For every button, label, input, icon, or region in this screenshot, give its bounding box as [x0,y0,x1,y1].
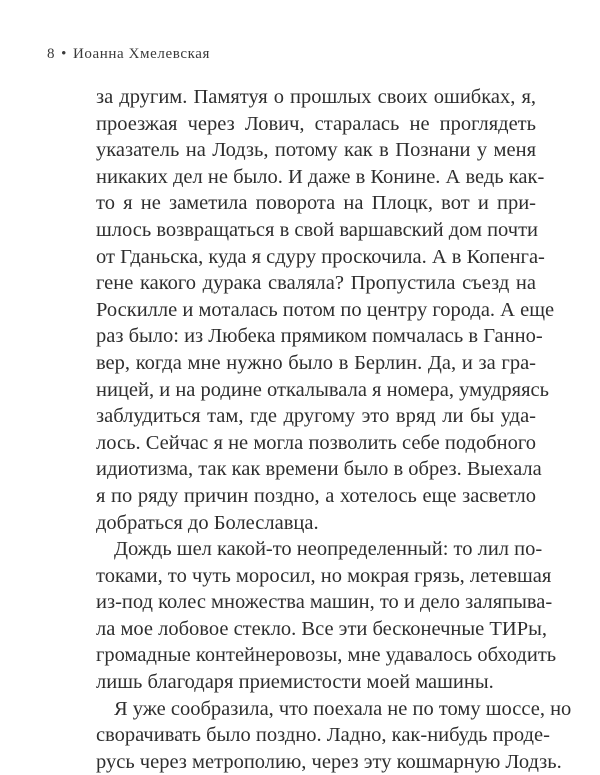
text-line: вер, когда мне нужно было в Берлин. Да, и за гра- [96,351,536,374]
text-line: проезжая через Лович, старалась не проглядеть [96,112,536,135]
text-line: добраться до Болеславца. [96,511,319,534]
text-line: за другим. Памятуя о прошлых своих ошибках, я, [96,86,536,108]
text-line: ла мое лобовое стекло. Все эти бесконечные ТИРы, [96,617,548,640]
text-line: ницей, и на родине откалывала я номера, умудряясь [96,378,549,401]
text-line: Дождь шел какой-то неопределенный: то лил по- [114,538,543,561]
text-line: из-под колес множества машин, то и дело заляпыва- [96,591,553,614]
text-line: шлось возвращаться в свой варшавский дом почти [96,218,539,241]
text-line: сворачивать было поздно. Ладно, как-нибудь проде- [96,724,550,747]
text-line: указатель на Лодзь, потому как в Познани у меня [96,139,536,162]
bullet-separator: • [61,46,67,62]
text-line: заблудиться там, где другому это вряд ли бы уда- [96,405,536,428]
running-header [47,46,210,63]
text-line: громадные контейнеровозы, мне удавалось обходить [96,644,557,667]
text-line: идиотизма, так как времени было в обрез. Выехала [96,458,542,481]
text-line: лось. Сейчас я не могла позволить себе подобного [96,431,536,454]
page-body [96,84,572,775]
text-line: я по ряду причин поздно, а хотелось еще засветло [96,484,536,507]
text-line: Я уже сообразила, что поехала не по тому шоссе, но [114,697,572,720]
text-line: никаких дел не было. И даже в Конине. А ведь как- [96,165,545,188]
text-line: гене какого дурака сваляла? Пропустила съезд на [96,272,536,295]
author-name: Иоанна Хмелевская [72,46,211,62]
text-line: от Гданьска, куда я сдуру проскочила. А в Копенга- [96,245,545,268]
text-line: лишь благодаря приемистости моей машины. [96,671,494,694]
text-line: то я не заметила поворота на Плоцк, вот и при- [96,192,536,215]
text-line: Роскилле и моталась потом по центру города. А еще [96,298,555,321]
text-line: русь через метрополию, через эту кошмарную Лодзь. [96,750,562,773]
page-number: 8 [47,46,56,62]
text-line: раз было: из Любека прямиком помчалась в Ганно- [96,325,543,348]
text-line: токами, то чуть моросил, но мокрая грязь, летевшая [96,564,552,587]
